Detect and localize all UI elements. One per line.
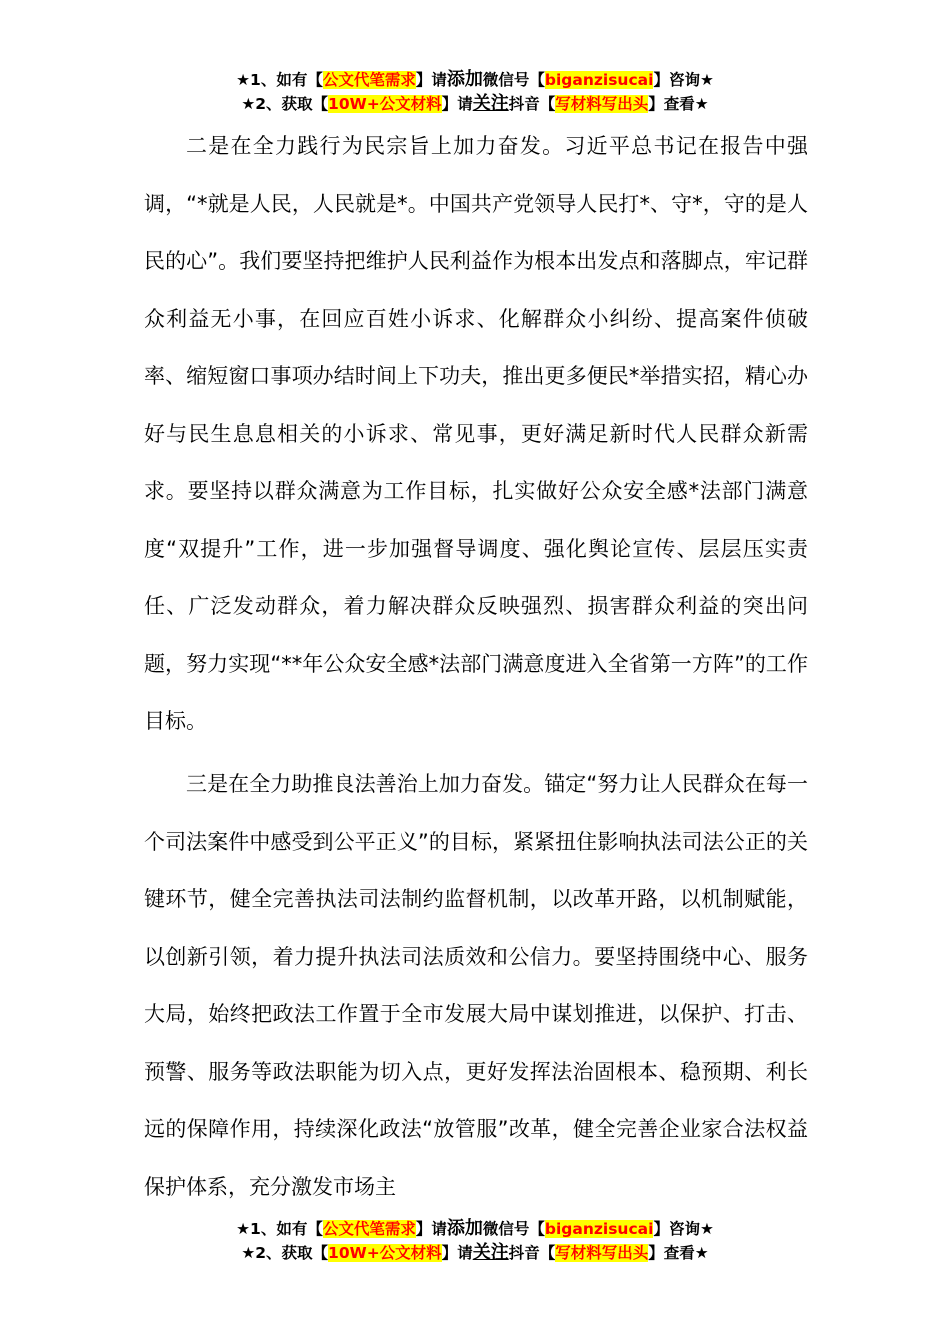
header-line-2-text: 】请 xyxy=(441,95,473,113)
footer-line-2 xyxy=(0,1241,950,1265)
header-line-2-text: 抖音【 xyxy=(508,95,556,113)
header-banner xyxy=(0,68,950,116)
highlight-materials: 10W+公文材料 xyxy=(328,1244,442,1262)
highlight-ghostwriting-service: 公文代笔需求 xyxy=(322,1220,416,1238)
header-line-2 xyxy=(0,92,950,116)
highlight-materials: 10W+公文材料 xyxy=(328,95,442,113)
highlight-douyin-account: 写材料写出头 xyxy=(555,1244,649,1262)
header-line-1-text: 】咨询★ xyxy=(653,71,714,89)
document-body-1 xyxy=(144,118,808,751)
footer-line-1-text: 】请 xyxy=(415,1220,447,1238)
document-body-2 xyxy=(144,756,808,1216)
footer-line-1-emphasis: 添加 xyxy=(446,1218,483,1239)
header-line-1 xyxy=(0,68,950,92)
highlight-ghostwriting-service: 公文代笔需求 xyxy=(322,71,416,89)
highlight-douyin-account: 写材料写出头 xyxy=(555,95,649,113)
header-line-1-text: 微信号【 xyxy=(482,71,545,89)
footer-line-2-text: 抖音【 xyxy=(508,1244,556,1262)
footer-line-1-text: 】咨询★ xyxy=(653,1220,714,1238)
footer-line-1-text: ★1、如有【 xyxy=(236,1220,323,1238)
paragraph: 三是在全力助推良法善治上加力奋发。锚定“努力让人民群众在每一个司法案件中感受到公平正义”的目标，紧紧扭住影响执法司法公正的关键环节，健全完善执法司法制约监督机制，以改革开路，以机制赋能，以创新引领，着力提升执法司法质效和公信力。要坚持围绕中心、服务大局，始终把政法工作置于全市发展大局中谋划推进，以保护、打击、预警、服务等政法职能为切入点，更好发挥法治固根本、稳预期、利长远的保障作用，持续深化政法“放管服”改革，健全完善企业家合法权益保护体系，充分激发市场主 xyxy=(144,772,808,1199)
header-line-2-text: 】查看★ xyxy=(648,95,709,113)
header-line-2-text: ★2、获取【 xyxy=(241,95,329,113)
footer-line-2-text: 】请 xyxy=(441,1244,473,1262)
footer-banner xyxy=(0,1217,950,1265)
footer-line-1 xyxy=(0,1217,950,1241)
paragraph: 二是在全力践行为民宗旨上加力奋发。习近平总书记在报告中强调，“*就是人民，人民就是*。中国共产党领导人民打*、守*，守的是人民的心”。我们要坚持把维护人民利益作为根本出发点和落脚点，牢记群众利益无小事，在回应百姓小诉求、化解群众小纠纷、提高案件侦破率、缩短窗口事项办结时间上下功夫，推出更多便民*举措实招，精心办好与民生息息相关的小诉求、常见事，更好满足新时代人民群众新需求。要坚持以群众满意为工作目标，扎实做好公众安全感*法部门满意度“双提升”工作，进一步加强督导调度、强化舆论宣传、层层压实责任、广泛发动群众，着力解决群众反映强烈、损害群众利益的突出问题，努力实现“**年公众安全感*法部门满意度进入全省第一方阵”的工作目标。 xyxy=(144,134,808,733)
footer-line-1-text: 微信号【 xyxy=(482,1220,545,1238)
highlight-wechat-id: biganzisucai xyxy=(544,71,654,89)
header-line-1-emphasis: 添加 xyxy=(446,69,483,90)
header-line-1-text: 】请 xyxy=(415,71,447,89)
footer-line-2-text: 】查看★ xyxy=(648,1244,709,1262)
footer-line-2-text: ★2、获取【 xyxy=(241,1244,329,1262)
header-line-1-text: ★1、如有【 xyxy=(236,71,323,89)
footer-line-2-emphasis: 关注 xyxy=(472,1242,509,1263)
highlight-wechat-id: biganzisucai xyxy=(544,1220,654,1238)
header-line-2-emphasis: 关注 xyxy=(472,93,509,114)
